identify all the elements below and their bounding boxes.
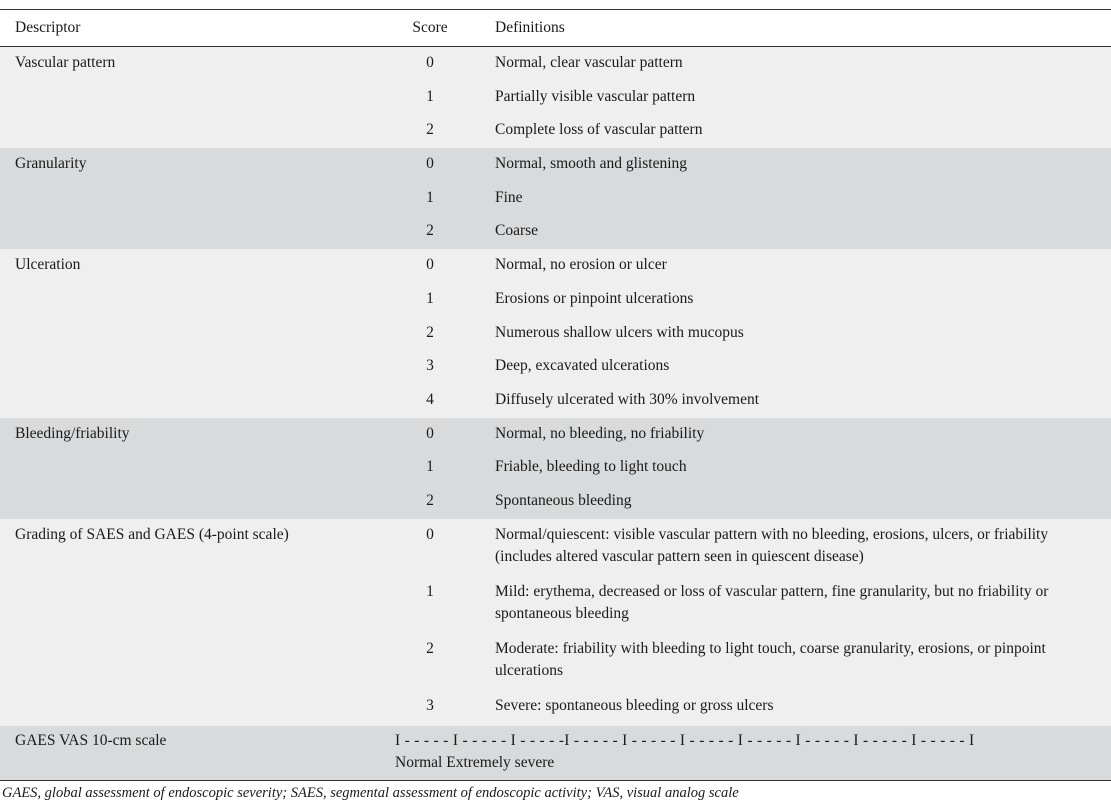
definition-cell: Deep, excavated ulcerations (495, 357, 670, 375)
definition-cell: Numerous shallow ulcers with mucopus (495, 323, 744, 341)
table-row (380, 418, 1111, 452)
definition-cell: Normal, clear vascular pattern (495, 54, 683, 71)
vas-scale-cell (380, 726, 1111, 780)
definition-cell: Coarse (495, 222, 539, 240)
score-cell: 1 (426, 87, 434, 105)
definition-cell: Spontaneous bleeding (495, 491, 632, 509)
table-row (380, 148, 1111, 182)
table-row (380, 81, 1111, 115)
score-cell: 0 (426, 54, 434, 71)
score-cell: 2 (426, 491, 434, 509)
table-row (380, 576, 1111, 633)
vas-scale-line: I - - - - - I - - - - - I - - - - -I - - - - - I - - - - - I - - - - - I - - - - - I - - - - - I - - - - - I - - - - - I (395, 731, 975, 749)
group-vascular-pattern (0, 47, 1111, 148)
score-cell: 1 (426, 458, 434, 476)
definition-cell: Moderate: friability with bleeding to light touch, coarse granularity, erosions, or pinpoint ulcerations (495, 639, 1046, 679)
definition-cell: Erosions or pinpoint ulcerations (495, 289, 694, 307)
group-grading-saes-gaes (0, 519, 1111, 726)
table-row (380, 633, 1111, 690)
score-cell: 1 (426, 289, 434, 307)
score-cell: 2 (426, 222, 434, 240)
descriptor-label: Vascular pattern (15, 54, 116, 71)
definition-cell: Mild: erythema, decreased or loss of vascular pattern, fine granularity, but no friability or spontaneous bleeding (495, 582, 1049, 622)
table-header-row (0, 10, 1111, 47)
score-cell: 3 (426, 696, 434, 714)
definition-cell: Normal, no erosion or ulcer (495, 256, 667, 274)
definition-cell: Friable, bleeding to light touch (495, 458, 687, 476)
table-row (380, 47, 1111, 81)
table-row (380, 350, 1111, 384)
score-cell: 2 (426, 639, 434, 657)
table-footnote: GAES, global assessment of endoscopic severity; SAES, segmental assessment of endoscopic activity; VAS, visual analog scale (2, 784, 739, 801)
score-cell: 4 (426, 390, 434, 408)
table-row (380, 690, 1111, 726)
table-row (380, 249, 1111, 283)
table-row (380, 182, 1111, 216)
definition-cell: Fine (495, 188, 523, 206)
score-cell: 0 (426, 424, 434, 442)
score-cell: 0 (426, 155, 434, 173)
definition-cell: Severe: spontaneous bleeding or gross ulcers (495, 696, 774, 714)
group-granularity (0, 148, 1111, 249)
header-definitions: Definitions (495, 19, 565, 36)
score-cell: 1 (426, 188, 434, 206)
definition-cell: Complete loss of vascular pattern (495, 121, 703, 139)
definition-cell: Normal, no bleeding, no friability (495, 424, 705, 442)
table-row (380, 519, 1111, 576)
table-row (380, 485, 1111, 519)
descriptor-label: Granularity (15, 155, 87, 173)
table-row (380, 384, 1111, 418)
descriptor-label: Grading of SAES and GAES (4-point scale) (15, 525, 289, 543)
group-bleeding-friability (0, 418, 1111, 519)
table-row (380, 114, 1111, 148)
group-gaes-vas (0, 726, 1111, 780)
score-cell: 2 (426, 121, 434, 139)
group-ulceration (0, 249, 1111, 417)
descriptor-label: Ulceration (15, 256, 81, 274)
score-cell: 0 (426, 525, 434, 543)
descriptor-label: Bleeding/friability (15, 424, 130, 442)
header-score: Score (412, 19, 448, 36)
score-cell: 0 (426, 256, 434, 274)
definition-cell: Diffusely ulcerated with 30% involvement (495, 390, 760, 408)
score-cell: 2 (426, 323, 434, 341)
table-row (380, 451, 1111, 485)
table-row (380, 283, 1111, 317)
definition-cell: Partially visible vascular pattern (495, 87, 696, 105)
definition-cell: Normal/quiescent: visible vascular pattern with no bleeding, erosions, ulcers, or friability (includes altered vascular pattern seen in quiescent disease) (495, 525, 1049, 565)
definition-cell: Normal, smooth and glistening (495, 155, 688, 173)
table-row (380, 317, 1111, 351)
vas-anchor-labels: Normal Extremely severe (395, 753, 555, 771)
score-cell: 1 (426, 582, 434, 600)
table-row (380, 215, 1111, 249)
score-cell: 3 (426, 357, 434, 375)
descriptor-label: GAES VAS 10-cm scale (15, 731, 167, 749)
header-descriptor: Descriptor (15, 19, 81, 36)
